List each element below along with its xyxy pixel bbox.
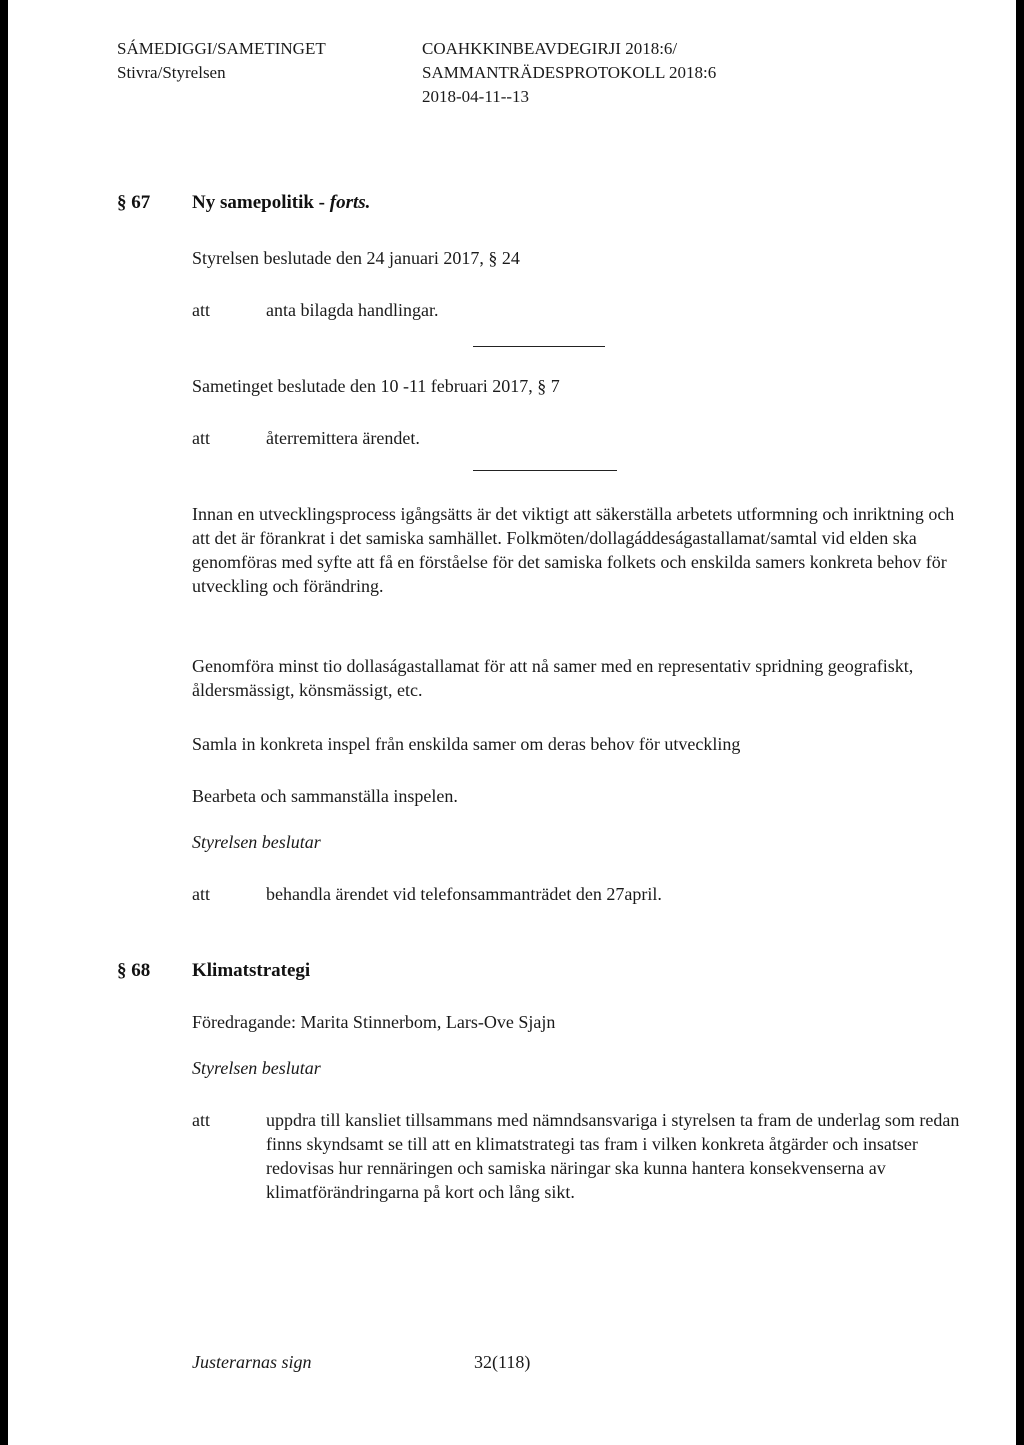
section-symbol: § — [117, 192, 127, 213]
board-decision-heading: Styrelsen beslutar — [192, 832, 321, 852]
page-number: 32(118) — [474, 1352, 531, 1372]
section-title: Ny samepolitik - — [192, 192, 325, 213]
paragraph-collect-input: Samla in konkreta inspel från enskilda samer om deras behov för utveckling — [192, 734, 741, 754]
document-page — [8, 0, 1016, 1445]
section-title-suffix: forts. — [329, 192, 371, 213]
section-68-heading — [117, 960, 150, 982]
section-67-title — [192, 192, 370, 214]
separator-rule — [473, 346, 605, 347]
board-decision-heading: Styrelsen beslutar — [192, 1058, 321, 1078]
section-67-heading — [117, 192, 150, 214]
resolution-att: att — [192, 1110, 210, 1130]
protocol-date: 2018-04-11--13 — [422, 87, 530, 106]
paragraph-dialogues: Genomföra minst tio dollaságastallamat för att nå samer med en representativ spridning geografiskt, åldersmässigt, könsmässigt, etc. — [192, 656, 914, 700]
section-number: 68 — [131, 960, 151, 981]
protocol-title-sami: COAHKKINBEAVDEGIRJI 2018:6/ — [422, 39, 678, 58]
presenters: Föredragande: Marita Stinnerbom, Lars-Ove Sjajn — [192, 1012, 556, 1032]
paragraph-process: Innan en utvecklingsprocess igångsätts är det viktigt att säkerställa arbetets utformning och inriktning och att det är förankrat i det samiska samhället. Folkmöten/dollagáddeságastallamat/samtal vid elden ska genomföras med syfte att få en förståelse för det samiska folkets och enskilda samers konkreta behov för utveckling och förändring. — [192, 504, 955, 596]
organization-subunit: Stivra/Styrelsen — [117, 63, 226, 82]
section-symbol: § — [117, 960, 127, 981]
section-number: 67 — [131, 192, 151, 213]
decision-2-text: återremittera ärendet. — [266, 428, 420, 448]
resolution-text: uppdra till kansliet tillsammans med nämndsansvariga i styrelsen ta fram de underlag som redan finns skyndsamt se till att en klimatstrategi tas fram i vilken konkreta åtgärder och insatser redovisas hur rennäringen och samiska näringar ska kunna hantera konsekvenserna av klimatförändringarna på kort och lång sikt. — [266, 1110, 960, 1202]
resolution-text: behandla ärendet vid telefonsammanträdet den 27april. — [266, 884, 662, 904]
section-68-title: Klimatstrategi — [192, 960, 311, 981]
decision-1-att: att — [192, 300, 210, 320]
separator-rule — [473, 470, 617, 471]
decision-1-intro: Styrelsen beslutade den 24 januari 2017, § 24 — [192, 248, 520, 268]
decision-2-intro: Sametinget beslutade den 10 -11 februari 2017, § 7 — [192, 376, 560, 396]
organization-name: SÁMEDIGGI/SAMETINGET — [117, 39, 326, 58]
resolution-att: att — [192, 884, 210, 904]
decision-1-text: anta bilagda handlingar. — [266, 300, 439, 320]
signature-label: Justerarnas sign — [192, 1352, 312, 1372]
protocol-title-swedish: SAMMANTRÄDESPROTOKOLL 2018:6 — [422, 63, 717, 82]
paragraph-process-input: Bearbeta och sammanställa inspelen. — [192, 786, 458, 806]
decision-2-att: att — [192, 428, 210, 448]
